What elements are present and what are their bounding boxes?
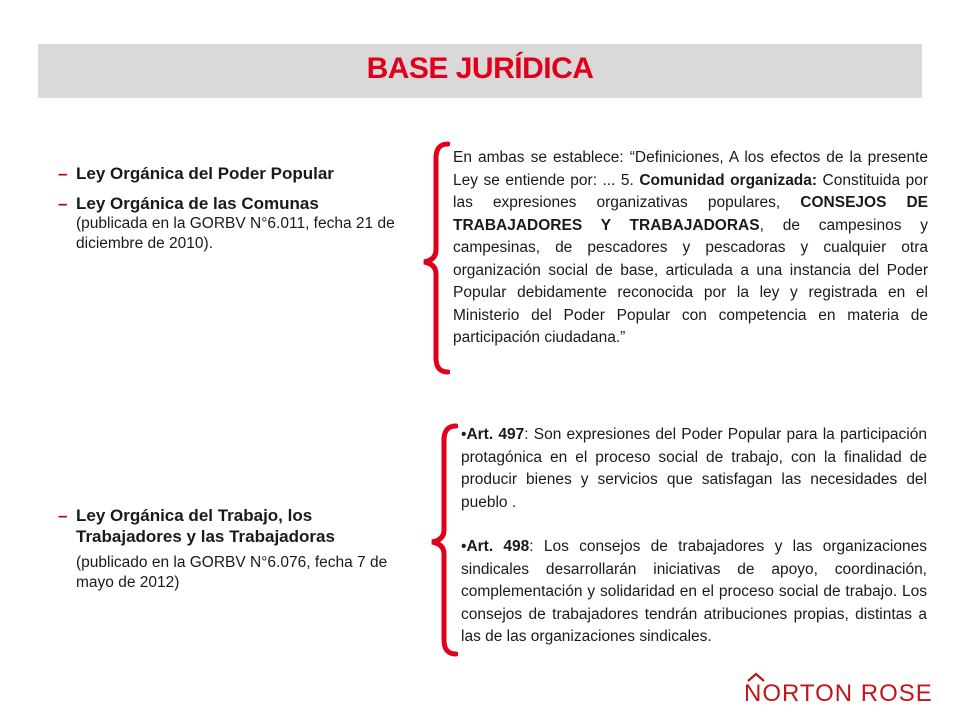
- law-title: Ley Orgánica de las Comunas: [76, 194, 319, 213]
- article-498-label: Art. 498: [466, 538, 530, 555]
- dash-bullet: –: [58, 194, 68, 213]
- definition-text-3: , de campesinos y campesinas, de pescadores y pescadoras y cualquier otra organización social de base, articulada a una instancia del Poder Popular debidamente reconocida por la ley y registrada en el Ministerio del Poder Popular con competencia en materia de participación ciudadana.”: [453, 216, 928, 346]
- definition-paragraph: [453, 147, 928, 350]
- curly-brace-bottom: [418, 420, 458, 660]
- article-498: [461, 536, 927, 649]
- bullet-dot: •: [461, 538, 467, 555]
- articles-block: [461, 424, 927, 649]
- law-publication: (publicado en la GORBV N°6.076, fecha 7 de mayo de 2012): [76, 554, 388, 591]
- article-498-text: : Los consejos de trabajadores y las organizaciones sindicales desarrollarán iniciativas de apoyo, coordinación, complementación y solidaridad en el proceso social de trabajo. Los consejos de trabajadores tendrán atribuciones propias, distintas a las de las organizaciones sindicales.: [461, 538, 927, 645]
- logo-text: NORTON ROSE: [744, 680, 933, 707]
- law-publication: (publicada en la GORBV N°6.011, fecha 21 de diciembre de 2010).: [76, 215, 395, 252]
- law-item-comunas: [58, 193, 421, 254]
- page-title: BASE JURÍDICA: [366, 52, 594, 85]
- bullet-dot: •: [461, 426, 467, 443]
- definition-text-2: Constituida por las expresiones organizativas populares,: [453, 171, 928, 211]
- law-item-poder-popular: [58, 163, 416, 184]
- definition-text-1: En ambas se establece: “Definiciones, A los efectos de la presente Ley se entiende por: ... 5.: [453, 149, 928, 189]
- title-bar: [38, 44, 922, 98]
- law-item-trabajo: [58, 505, 421, 593]
- definition-bold-1: Comunidad organizada:: [639, 171, 818, 189]
- article-497-text: : Son expresiones del Poder Popular para la participación protagónica en el proceso social de trabajo, con la finalidad de producir bienes y servicios que satisfagan las necesidades del pueblo .: [461, 426, 927, 511]
- dash-bullet: –: [58, 164, 68, 183]
- norton-rose-logo: [744, 672, 934, 712]
- definition-bold-2: CONSEJOS DE TRABAJADORES Y TRABAJADORAS: [453, 194, 928, 234]
- law-title: Ley Orgánica del Poder Popular: [76, 164, 334, 183]
- curly-brace-top: [410, 138, 450, 378]
- article-497-label: Art. 497: [466, 426, 525, 443]
- article-497: [461, 424, 927, 514]
- dash-bullet: –: [58, 506, 68, 525]
- law-title: Ley Orgánica del Trabajo, los Trabajadores y las Trabajadoras: [76, 506, 335, 546]
